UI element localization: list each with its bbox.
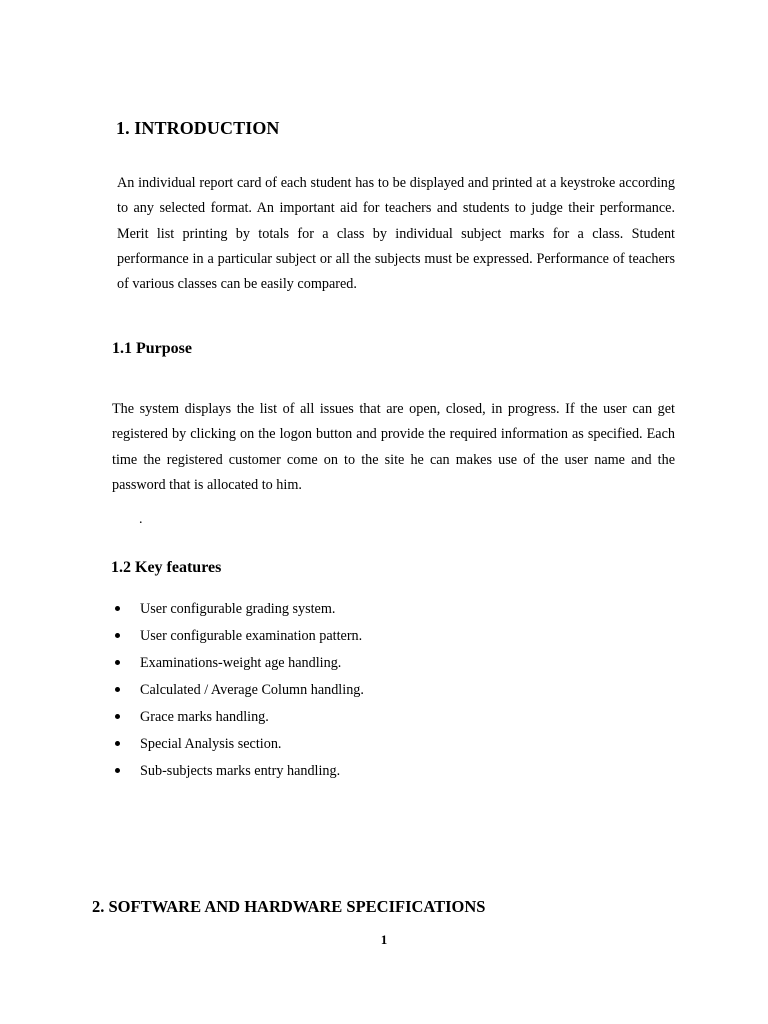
list-item	[113, 652, 364, 679]
bullet-icon	[115, 714, 120, 719]
list-item	[113, 760, 364, 787]
page-number: 1	[380, 932, 388, 947]
purpose-paragraph: The system displays the list of all issues that are open, closed, in progress. If the user can get registered by clicking on the logon button and provide the required information as specified. Each time the registered customer come on to the site he can makes use of the user name and the password that is allocated to him.	[112, 401, 675, 493]
list-item	[113, 706, 364, 733]
bullet-icon	[115, 741, 120, 746]
list-item-text: Sub-subjects marks entry handling.	[140, 763, 341, 779]
introduction-paragraph: An individual report card of each student has to be displayed and printed at a keystroke according to any selected format. An important aid for teachers and students to judge their performance. Merit list printing by totals for a class by individual subject marks for a class. Student performance in a particular subject or all the subjects must be expressed. Performance of teachers of various classes can be easily compared.	[117, 175, 675, 293]
list-item-text: Grace marks handling.	[140, 709, 269, 725]
bullet-icon	[115, 606, 120, 611]
key-features-list	[113, 598, 364, 787]
bullet-icon	[115, 768, 120, 773]
key-features-heading: 1.2 Key features	[111, 559, 222, 576]
list-item-text: User configurable examination pattern.	[140, 628, 363, 644]
list-item	[113, 625, 364, 652]
bullet-icon	[115, 633, 120, 638]
list-item-text: Calculated / Average Column handling.	[140, 682, 364, 698]
bullet-icon	[115, 660, 120, 665]
list-item-text: Special Analysis section.	[140, 736, 282, 752]
list-item	[113, 598, 364, 625]
list-item-text: User configurable grading system.	[140, 601, 336, 617]
list-item	[113, 733, 364, 760]
introduction-heading: 1. INTRODUCTION	[116, 118, 280, 138]
specifications-heading: 2. SOFTWARE AND HARDWARE SPECIFICATIONS	[92, 897, 486, 916]
purpose-heading: 1.1 Purpose	[112, 340, 192, 357]
list-item-text: Examinations-weight age handling.	[140, 655, 342, 671]
list-item	[113, 679, 364, 706]
bullet-icon	[115, 687, 120, 692]
stray-period: .	[139, 512, 143, 527]
